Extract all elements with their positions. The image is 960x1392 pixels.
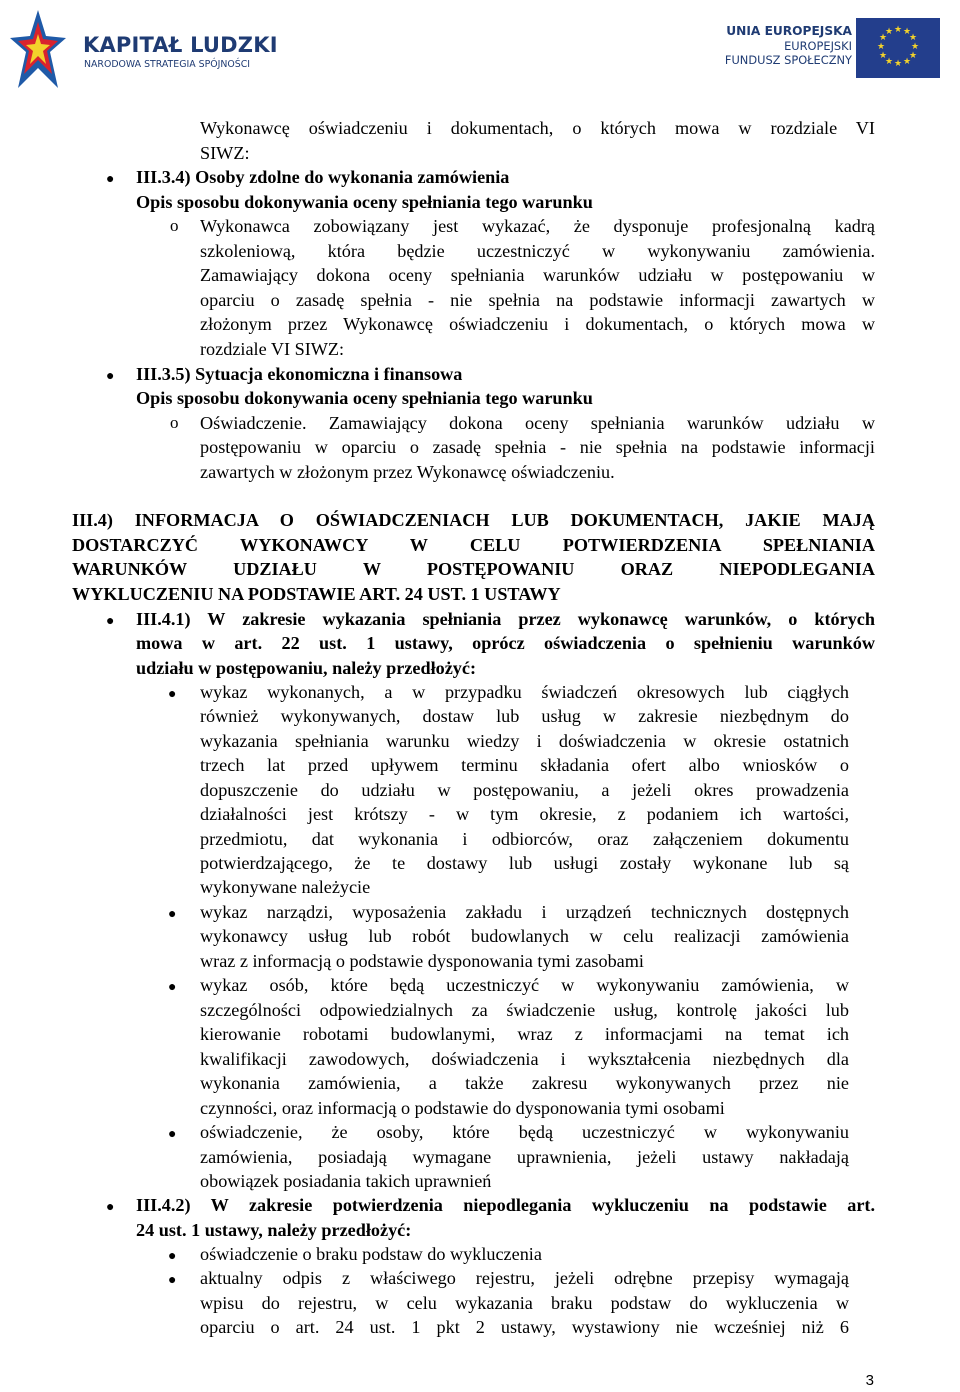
bullet-icon: ● xyxy=(168,1249,177,1264)
eu-line-1: UNIA EUROPEJSKA xyxy=(726,24,852,38)
svg-text:★: ★ xyxy=(893,59,903,69)
list-item-line: oparciu o art. 24 ust. 1 pkt 2 ustawy, wystawiony nie wcześniej niż 6 xyxy=(200,1317,849,1337)
section-subheading: Opis sposobu dokonywania oceny spełniania tego warunku xyxy=(136,192,593,212)
list-item-line: wykaz wykonanych, a w przypadku świadczeń okresowych lub ciągłych xyxy=(200,682,849,702)
list-item-line: przedmiotu, dat wykonania i odbiorców, oraz załączeniem dokumentu xyxy=(200,829,849,849)
eu-logo xyxy=(724,18,940,78)
list-item-line: aktualny odpis z właściwego rejestru, jeżeli odrębne przepisy wymagają xyxy=(200,1268,849,1288)
list-item-line: wykazania spełniania warunku wiedzy i doświadczenia w okresie ostatnich xyxy=(200,731,849,751)
text-line: SIWZ: xyxy=(200,143,250,163)
text-line: szkoleniową, która będzie uczestniczyć w wykonywaniu zamówienia. xyxy=(200,241,875,261)
list-item-line: szczególności odpowiedzialnych za świadczenie usług, kontrolę jakości lub xyxy=(200,1000,849,1020)
page-header xyxy=(0,0,960,100)
kapital-ludzki-logo xyxy=(4,4,284,90)
svg-text:★: ★ xyxy=(908,51,918,61)
section-heading: DOSTARCZYĆ WYKONAWCY W CELU POTWIERDZENIA SPEŁNIANIA xyxy=(72,535,875,555)
svg-text:★: ★ xyxy=(902,27,912,37)
section-heading: udziału w postępowaniu, należy przedłożyć: xyxy=(136,658,477,678)
text-line: Wykonawcę oświadczeniu i dokumentach, o których mowa w rozdziale VI xyxy=(200,118,875,138)
list-item-line: kierowanie robotami budowlanymi, wraz z informacjami na temat ich xyxy=(200,1024,849,1044)
svg-text:★: ★ xyxy=(884,57,894,67)
bullet-icon: ● xyxy=(106,369,115,384)
bullet-icon: ● xyxy=(168,980,177,995)
svg-text:★: ★ xyxy=(910,42,920,52)
section-heading: III.3.5) Sytuacja ekonomiczna i finansowa xyxy=(136,364,463,384)
bullet-icon: ● xyxy=(168,907,177,922)
list-item-line: wykaz osób, które będą uczestniczyć w wykonywaniu zamówienia, w xyxy=(200,975,849,995)
list-item-line: wykaz narządzi, wyposażenia zakładu i urządzeń technicznych dostępnych xyxy=(200,902,849,922)
list-item-line: potwierdzającego, że te dostawy lub usługi zostały wykonane lub są xyxy=(200,853,849,873)
bullet-icon: ● xyxy=(168,1127,177,1142)
list-item-line: wykonywane należycie xyxy=(200,877,371,897)
kapital-ludzki-star-icon xyxy=(8,8,68,90)
section-subheading: Opis sposobu dokonywania oceny spełniania tego warunku xyxy=(136,388,593,408)
svg-text:★: ★ xyxy=(876,42,886,52)
circle-bullet-icon: o xyxy=(170,216,179,235)
svg-text:★: ★ xyxy=(908,33,918,43)
text-line: postępowaniu w oparciu o zasadę spełnia - nie spełnia na podstawie informacji xyxy=(200,437,875,457)
list-item-line: działalności jest krótszy - w tym okresie, z podaniem ich wartości, xyxy=(200,804,849,824)
list-item-line: trzech lat przed upływem terminu składania ofert albo wniosków o xyxy=(200,755,849,775)
text-line: rozdziale VI SIWZ: xyxy=(200,339,345,359)
bullet-icon: ● xyxy=(106,172,115,187)
svg-text:★: ★ xyxy=(893,25,903,35)
text-line: oparciu o zasadę spełnia - nie spełnia na podstawie informacji zawartych w xyxy=(200,290,875,310)
svg-text:★: ★ xyxy=(878,33,888,43)
bullet-icon: ● xyxy=(168,1273,177,1288)
circle-bullet-icon: o xyxy=(170,413,179,432)
section-heading: WYKLUCZENIU NA PODSTAWIE ART. 24 UST. 1 USTAWY xyxy=(72,584,561,604)
section-heading: III.4) INFORMACJA O OŚWIADCZENIACH LUB DOKUMENTACH, JAKIE MAJĄ xyxy=(72,510,875,530)
list-item-line: oświadczenie, że osoby, które będą uczestniczyć w wykonywaniu xyxy=(200,1122,849,1142)
svg-text:★: ★ xyxy=(878,51,888,61)
list-item-line: wykonawcy usług lub robót budowlanych w celu realizacji zamówienia xyxy=(200,926,849,946)
list-item-line: oświadczenie o braku podstaw do wykluczenia xyxy=(200,1244,542,1264)
section-heading: III.4.2) W zakresie potwierdzenia niepodlegania wykluczeniu na podstawie art. xyxy=(136,1195,875,1215)
text-line: Zamawiający dokona oceny spełniania warunków udziału w postępowaniu w xyxy=(200,265,875,285)
list-item-line: dopuszczenie do udziału w postępowaniu, a jeżeli okres prowadzenia xyxy=(200,780,849,800)
section-heading: 24 ust. 1 ustawy, należy przedłożyć: xyxy=(136,1220,412,1240)
bullet-icon: ● xyxy=(106,614,115,629)
text-line: zawartych w złożonym przez Wykonawcę oświadczeniu. xyxy=(200,462,615,482)
svg-text:★: ★ xyxy=(902,57,912,67)
section-heading: III.4.1) W zakresie wykazania spełniania przez wykonawcę warunków, o których xyxy=(136,609,875,629)
bullet-icon: ● xyxy=(106,1200,115,1215)
eu-logo-text xyxy=(725,24,852,68)
section-heading: III.3.4) Osoby zdolne do wykonania zamówienia xyxy=(136,167,510,187)
list-item-line: wykonania zamówienia, a także zakresu wykonywanych przez nie xyxy=(200,1073,849,1093)
section-heading: WARUNKÓW UDZIAŁU W POSTĘPOWANIU ORAZ NIEPODLEGANIA xyxy=(72,559,875,579)
list-item-line: wpisu do rejestru, w celu wykazania braku podstaw do wykluczenia w xyxy=(200,1293,849,1313)
list-item-line: kwalifikacji zawodowych, doświadczenia i wykształcenia niezbędnych dla xyxy=(200,1049,849,1069)
list-item-line: czynności, oraz informacją o podstawie do dysponowania tymi osobami xyxy=(200,1098,725,1118)
list-item-line: również wykonywanych, dostaw lub usług w zakresie niezbędnym do xyxy=(200,706,849,726)
list-item-line: obowiązek posiadania takich uprawnień xyxy=(200,1171,492,1191)
text-line: Wykonawca zobowiązany jest wykazać, że dysponuje profesjonalną kadrą xyxy=(200,216,875,236)
eu-line-3: FUNDUSZ SPOŁECZNY xyxy=(724,53,852,67)
page-number: 3 xyxy=(865,1372,874,1389)
text-line: złożonym przez Wykonawcę oświadczeniu i dokumentach, o których mowa w xyxy=(200,314,875,334)
list-item-line: wraz z informacją o podstawie dysponowania tymi zasobami xyxy=(200,951,644,971)
list-item-line: zamówienia, posiadają wymagane uprawnienia, jeżeli ustawy nakładają xyxy=(200,1147,849,1167)
text-line: Oświadczenie. Zamawiający dokona oceny spełniania warunków udziału w xyxy=(200,413,875,433)
section-heading: mowa w art. 22 ust. 1 ustawy, oprócz oświadczenia o spełnieniu warunków xyxy=(136,633,875,653)
eu-line-2: EUROPEJSKI xyxy=(784,38,852,53)
kapital-ludzki-subtitle: NARODOWA STRATEGIA SPÓJNOŚCI xyxy=(84,59,251,70)
eu-flag-icon xyxy=(856,18,940,78)
kapital-ludzki-title: KAPITAŁ LUDZKI xyxy=(83,33,278,57)
bullet-icon: ● xyxy=(168,687,177,702)
svg-text:★: ★ xyxy=(884,27,894,37)
